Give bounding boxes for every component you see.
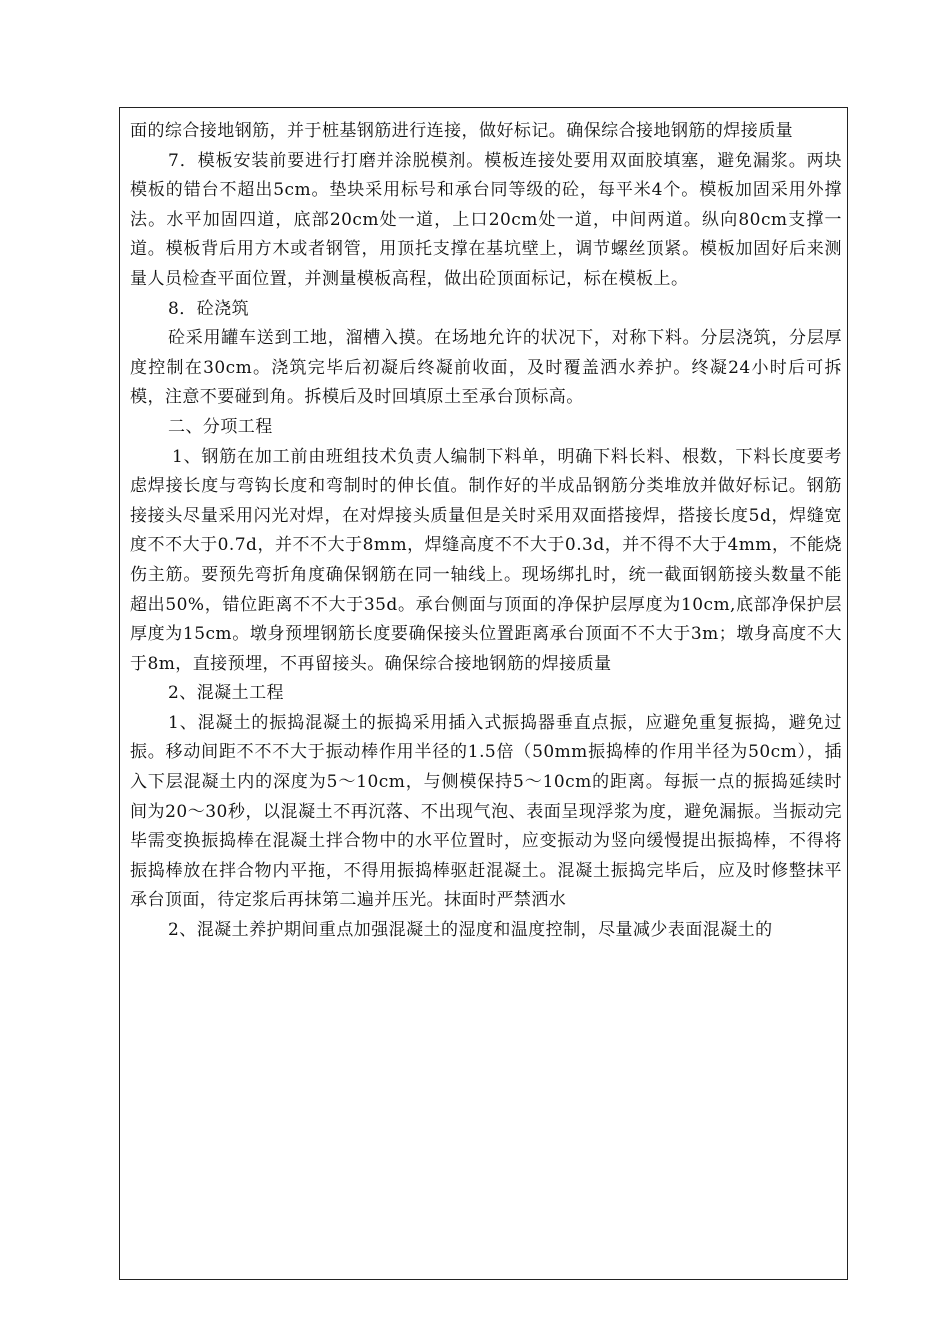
paragraph-formwork: 7．模板安装前要进行打磨并涂脱模剂。模板连接处要用双面胶填塞，避免漏浆。两块模板的错台不超出5cm。垫块采用标号和承台同等级的砼，每平米4个。模板加固采用外撑法。水平加固四道，底部20cm处一道，上口20cm处一道，中间两道。纵向80cm支撑一道。模板背后用方木或者钢管，用顶托支撑在基坑壁上，调节螺丝顶紧。模板加固好后来测量人员检查平面位置，并测量模板高程，做出砼顶面标记，标在模板上。	[130, 150, 842, 289]
heading-concrete-works: 2、混凝土工程	[168, 683, 284, 704]
paragraph-concrete-pouring: 砼采用罐车送到工地，溜槽入摸。在场地允许的状况下，对称下料。分层浇筑，分层厚度控制在30cm。浇筑完毕后初凝后终凝前收面，及时覆盖洒水养护。终凝24小时后可拆模，注意不要碰到角。拆模后及时回填原土至承台顶标高。	[130, 328, 842, 408]
paragraph-vibration: 1、混凝土的振捣混凝土的振捣采用插入式振捣器垂直点振，应避免重复振捣，避免过振。移动间距不不不大于振动棒作用半径的1.5倍（50mm振捣棒的作用半径为50cm），插入下层混凝土内的深度为5～10cm，与侧模保持5～10cm的距离。每振一点的振捣延续时间为20～30秒，以混凝土不再沉落、不出现气泡、表面呈现浮浆为度，避免漏振。当振动完毕需变换振捣棒在混凝土拌合物中的水平位置时，应变振动为竖向缓慢提出振捣棒，不得将振捣棒放在拌合物内平拖，不得用振捣棒驱赶混凝土。混凝土振捣完毕后，应及时修整抹平承台顶面，待定浆后再抹第二遍并压光。抹面时严禁洒水	[130, 712, 842, 911]
document-body	[130, 117, 842, 946]
paragraph-curing: 2、混凝土养护期间重点加强混凝土的湿度和温度控制，尽量减少表面混凝土的	[168, 920, 773, 941]
heading-sub-projects: 二、分项工程	[168, 416, 273, 437]
paragraph-rebar-processing: 1、钢筋在加工前由班组技术负责人编制下料单，明确下料长料、根数，下料长度要考虑焊接长度与弯钩长度和弯制时的伸长值。制作好的半成品钢筋分类堆放并做好标记。钢筋接接头尽量采用闪光对焊，在对焊接头质量但是关时采用双面搭接焊，搭接长度5d，焊缝宽度不不大于0.7d，并不不大于8mm，焊缝高度不不大于0.3d，并不得不大于4mm，不能烧伤主筋。要预先弯折角度确保钢筋在同一轴线上。现场绑扎时，统一截面钢筋接头数量不能超出50%，错位距离不不大于35d。承台侧面与顶面的净保护层厚度为10cm,底部净保护层厚度为15cm。墩身预埋钢筋长度要确保接头位置距离承台顶面不不大于3m；墩身高度不大于8m，直接预埋，不再留接头。确保综合接地钢筋的焊接质量	[130, 446, 842, 674]
paragraph-rebar-continuation: 面的综合接地钢筋，并于桩基钢筋进行连接，做好标记。确保综合接地钢筋的焊接质量	[130, 121, 794, 141]
heading-concrete-pouring: 8．砼浇筑	[168, 298, 250, 319]
